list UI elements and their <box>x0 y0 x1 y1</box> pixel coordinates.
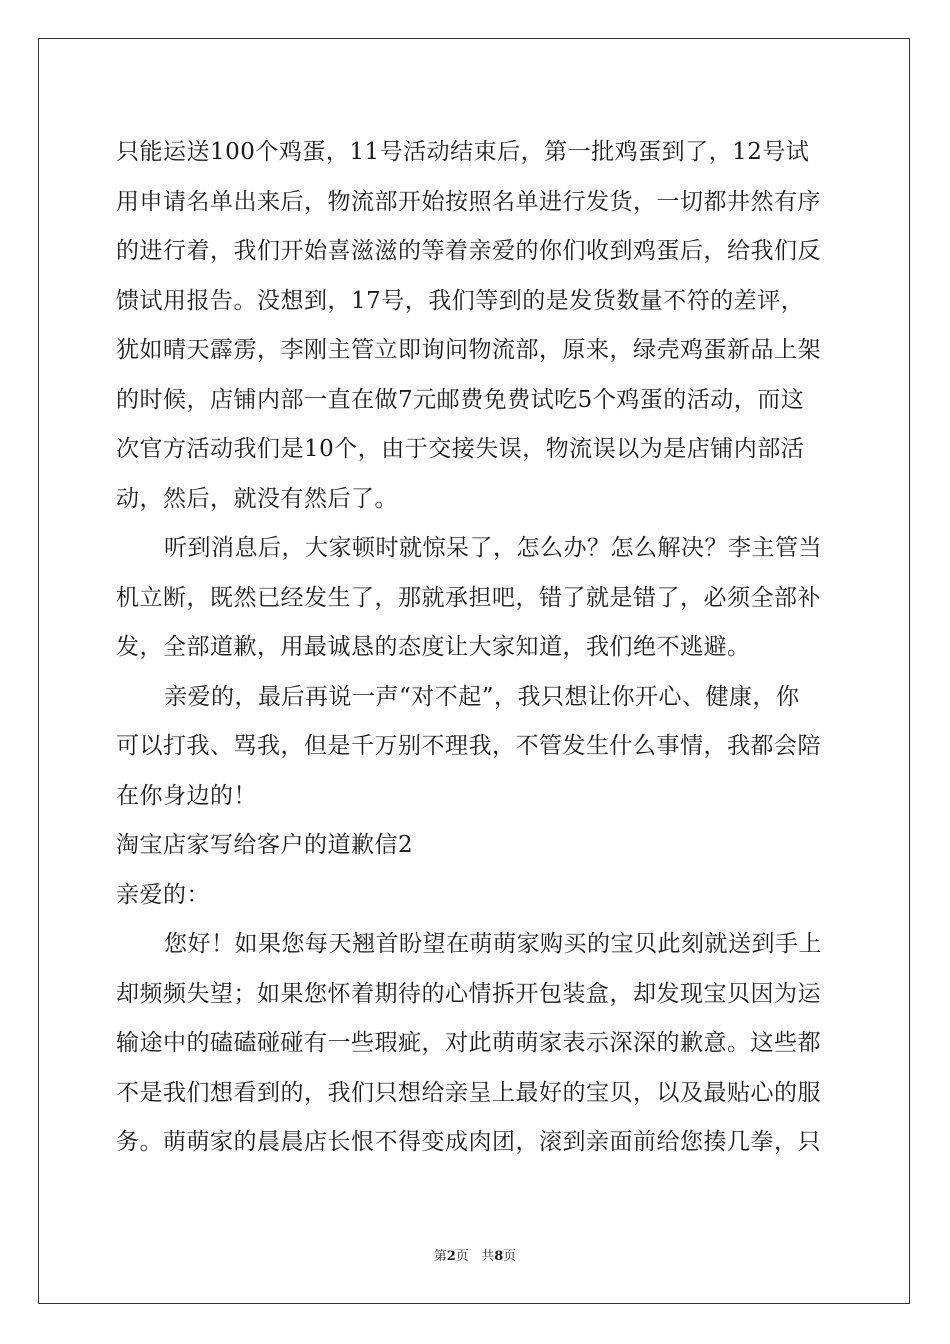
text-line: 您好！如果您每天翘首盼望在萌萌家购买的宝贝此刻就送到手上 <box>164 931 822 957</box>
page-number-suffix: 页 <box>455 1249 469 1264</box>
text-line: 只能运送100个鸡蛋，11号活动结束后，第一批鸡蛋到了，12号试 <box>116 139 810 165</box>
text-line: 听到消息后，大家顿时就惊呆了，怎么办？怎么解决？李主管当 <box>164 535 822 561</box>
document-body <box>116 128 836 1168</box>
text-line: 输途中的磕磕碰碰有一些瑕疵，对此萌萌家表示深深的歉意。这些都 <box>116 1030 821 1056</box>
text-line: 却频频失望；如果您怀着期待的心情拆开包装盒，却发现宝贝因为运 <box>116 980 821 1007</box>
total-pages-prefix: 共 <box>481 1249 495 1264</box>
text-line: 亲爱的： <box>116 881 210 908</box>
text-line: 动，然后，就没有然后了。 <box>116 485 398 512</box>
page-number-prefix: 第 <box>433 1249 447 1264</box>
total-pages-suffix: 页 <box>503 1249 517 1264</box>
total-page-count: 8 <box>494 1249 504 1264</box>
text-line: 的时候，店铺内部一直在做7元邮费免费试吃5个鸡蛋的活动，而这 <box>116 386 805 413</box>
text-line: 发，全部道歉，用最诚恳的态度让大家知道，我们绝不逃避。 <box>116 634 751 660</box>
page-footer <box>0 1245 950 1264</box>
text-line: 在你身边的！ <box>116 782 257 809</box>
text-line: 可以打我、骂我，但是千万别不理我，不管发生什么事情，我都会陪 <box>116 733 821 759</box>
text-line: 犹如晴天霹雳，李刚主管立即询问物流部，原来，绿壳鸡蛋新品上架 <box>116 337 821 363</box>
current-page-number: 2 <box>446 1249 456 1264</box>
text-line: 的进行着，我们开始喜滋滋的等着亲爱的你们收到鸡蛋后，给我们反 <box>116 238 821 264</box>
text-line: 淘宝店家写给客户的道歉信2 <box>116 832 414 858</box>
text-line: 机立断，既然已经发生了，那就承担吧，错了就是错了，必须全部补 <box>116 584 821 611</box>
text-line: 亲爱的，最后再说一声“对不起”，我只想让你开心、健康，你 <box>164 683 800 710</box>
text-line: 馈试用报告。没想到，17号，我们等到的是发货数量不符的差评， <box>116 287 805 314</box>
text-line: 不是我们想看到的，我们只想给亲呈上最好的宝贝，以及最贴心的服 <box>116 1079 821 1106</box>
text-line: 次官方活动我们是10个，由于交接失误，物流误以为是店铺内部活 <box>116 436 805 462</box>
text-line: 务。萌萌家的晨晨店长恨不得变成肉团，滚到亲面前给您揍几拳，只 <box>116 1129 821 1155</box>
text-line: 用申请名单出来后，物流部开始按照名单进行发货，一切都井然有序 <box>116 188 821 215</box>
